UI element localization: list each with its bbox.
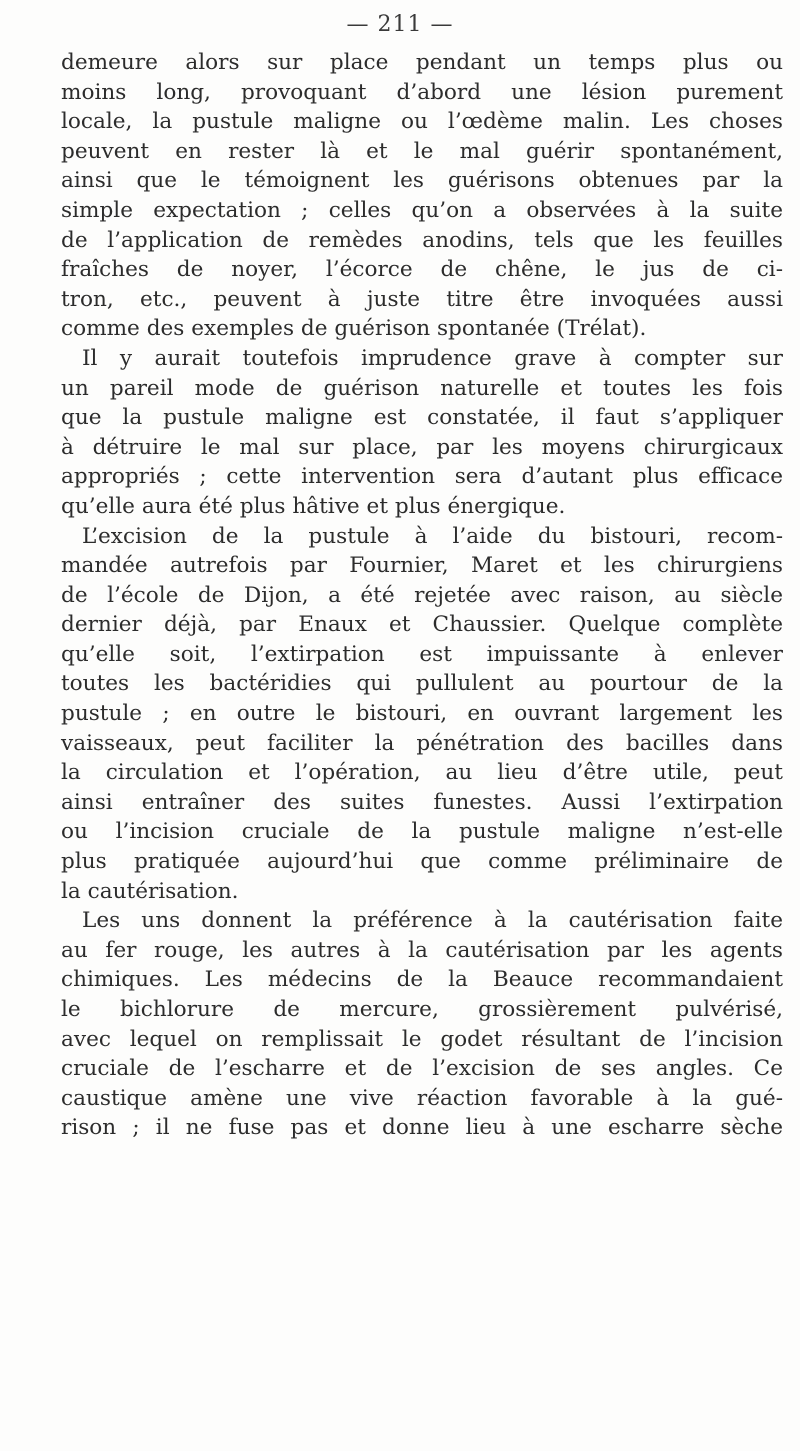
text-line: simple expectation ; celles qu’on a observées à la suite bbox=[61, 197, 783, 223]
text-line: Il y aurait toutefois imprudence grave à compter sur bbox=[82, 345, 783, 371]
text-line: Les uns donnent la préférence à la cautérisation faite bbox=[82, 908, 783, 934]
text-line: chimiques. Les médecins de la Beauce recommandaient bbox=[61, 967, 783, 993]
paragraph bbox=[61, 906, 783, 1143]
page-number: — 211 — bbox=[346, 12, 454, 37]
paragraph bbox=[61, 344, 783, 522]
text-line: locale, la pustule maligne ou l’œdème malin. Les choses bbox=[61, 109, 783, 135]
text-line: rison ; il ne fuse pas et donne lieu à une escharre sèche bbox=[61, 1115, 783, 1141]
text-line: plus pratiquée aujourd’hui que comme préliminaire de bbox=[61, 849, 783, 875]
text-line: que la pustule maligne est constatée, il faut s’appliquer bbox=[61, 405, 783, 431]
paragraph bbox=[61, 48, 783, 344]
text-line: la cautérisation. bbox=[61, 878, 239, 904]
text-line: le bichlorure de mercure, grossièrement pulvérisé, bbox=[61, 997, 783, 1022]
text-line: pustule ; en outre le bistouri, en ouvrant largement les bbox=[61, 701, 783, 727]
text-line: appropriés ; cette intervention sera d’autant plus efficace bbox=[61, 464, 783, 490]
text-line: demeure alors sur place pendant un temps plus ou bbox=[61, 50, 783, 75]
text-line: dernier déjà, par Enaux et Chaussier. Quelque complète bbox=[61, 612, 783, 638]
text-line: cruciale de l’escharre et de l’excision de ses angles. Ce bbox=[61, 1056, 783, 1082]
text-line: mandée autrefois par Fournier, Maret et les chirurgiens bbox=[61, 553, 783, 579]
paragraph bbox=[61, 522, 783, 907]
text-line: tron, etc., peuvent à juste titre être invoquées aussi bbox=[61, 286, 783, 312]
text-line: peuvent en rester là et le mal guérir spontanément, bbox=[61, 138, 783, 164]
text-line: de l’école de Dijon, a été rejetée avec raison, au siècle bbox=[61, 582, 783, 608]
text-line: à détruire le mal sur place, par les moyens chirurgicaux bbox=[61, 434, 783, 460]
text-line: comme des exemples de guérison spontanée (Trélat). bbox=[61, 316, 647, 342]
text-line: fraîches de noyer, l’écorce de chêne, le jus de ci- bbox=[61, 257, 783, 283]
text-line: la circulation et l’opération, au lieu d’être utile, peut bbox=[61, 760, 783, 786]
text-line: vaisseaux, peut faciliter la pénétration des bacilles dans bbox=[61, 730, 783, 756]
text-line: moins long, provoquant d’abord une lésion purement bbox=[61, 79, 783, 105]
text-line: L’excision de la pustule à l’aide du bistouri, recom- bbox=[82, 523, 783, 549]
text-line: qu’elle aura été plus hâtive et plus énergique. bbox=[61, 493, 566, 519]
text-line: avec lequel on remplissait le godet résultant de l’incision bbox=[61, 1026, 783, 1052]
text-line: qu’elle soit, l’extirpation est impuissante à enlever bbox=[61, 641, 783, 667]
text-line: de l’application de remèdes anodins, tels que les feuilles bbox=[61, 227, 783, 253]
text-line: ainsi entraîner des suites funestes. Aussi l’extirpation bbox=[61, 789, 783, 815]
text-line: au fer rouge, les autres à la cautérisation par les agents bbox=[61, 937, 783, 963]
body-text bbox=[61, 48, 783, 1143]
text-line: un pareil mode de guérison naturelle et toutes les fois bbox=[61, 375, 783, 401]
text-line: ainsi que le témoignent les guérisons obtenues par la bbox=[61, 168, 783, 194]
text-line: ou l’incision cruciale de la pustule maligne n’est-elle bbox=[61, 819, 783, 845]
text-line: caustique amène une vive réaction favorable à la gué- bbox=[61, 1085, 783, 1111]
text-line: toutes les bactéridies qui pullulent au pourtour de la bbox=[61, 671, 783, 697]
